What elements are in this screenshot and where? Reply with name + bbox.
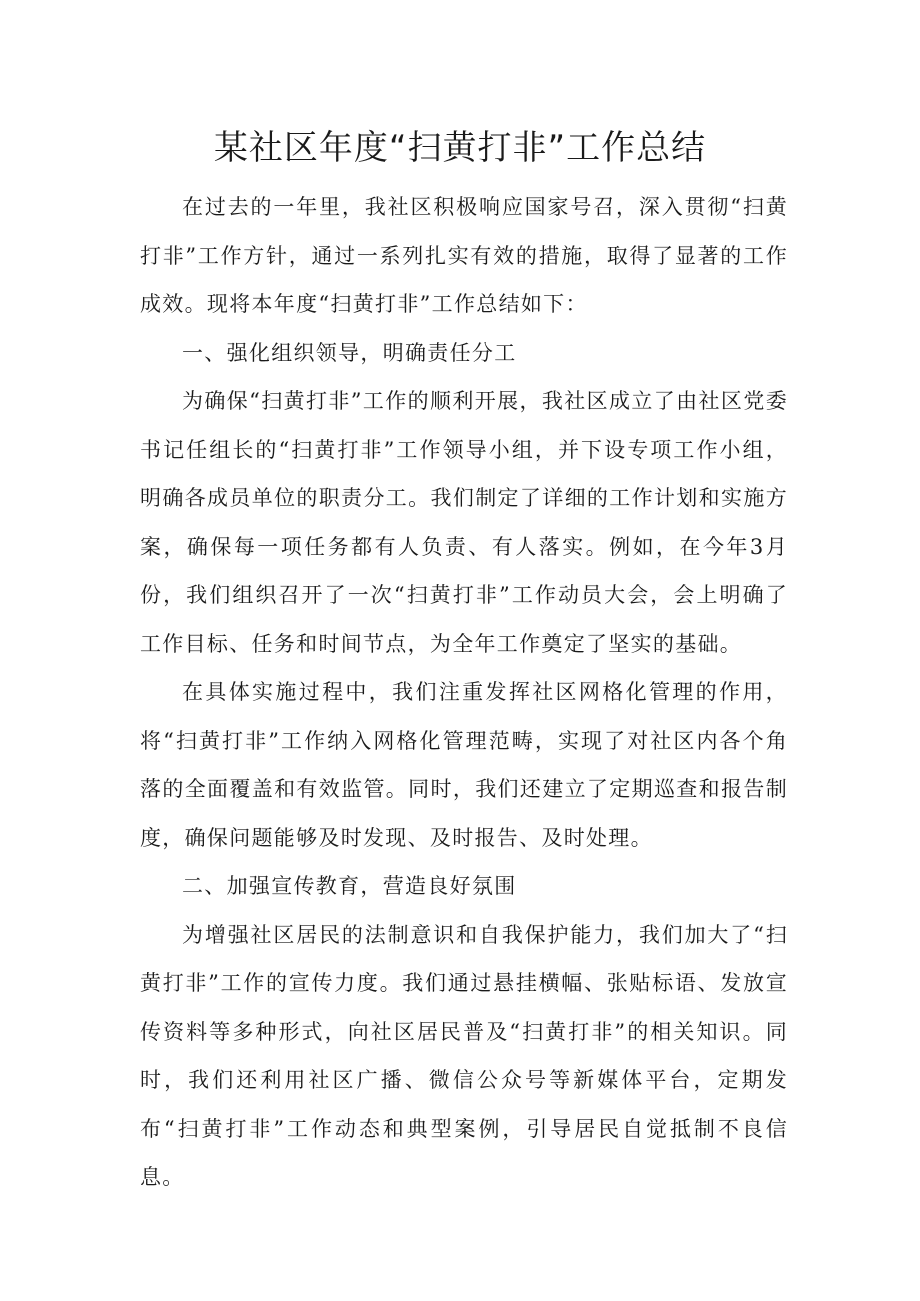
document-body bbox=[140, 183, 788, 1202]
document-title: 某社区年度“扫黄打非”工作总结 bbox=[213, 128, 707, 168]
section-2-paragraph-1: 为增强社区居民的法制意识和自我保护能力，我们加大了“扫黄打非”工作的宣传力度。我们通过悬挂横幅、张贴标语、发放宣传资料等多种形式，向社区居民普及“扫黄打非”的相关知识。同时，我们还利用社区广播、微信公众号等新媒体平台，定期发布“扫黄打非”工作动态和典型案例，引导居民自觉抵制不良信息。 bbox=[140, 922, 788, 1189]
section-1-heading: 一、强化组织领导，明确责任分工 bbox=[182, 340, 517, 365]
intro-paragraph: 在过去的一年里，我社区积极响应国家号召，深入贯彻“扫黄打非”工作方针，通过一系列扎实有效的措施，取得了显著的工作成效。现将本年度“扫黄打非”工作总结如下： bbox=[140, 195, 788, 316]
section-1-paragraph-2: 在具体实施过程中，我们注重发挥社区网格化管理的作用，将“扫黄打非”工作纳入网格化管理范畴，实现了对社区内各个角落的全面覆盖和有效监管。同时，我们还建立了定期巡查和报告制度，确保问题能够及时发现、及时报告、及时处理。 bbox=[140, 680, 788, 850]
section-2-heading: 二、加强宣传教育，营造良好氛围 bbox=[182, 874, 517, 898]
section-1-paragraph-1: 为确保“扫黄打非”工作的顺利开展，我社区成立了由社区党委书记任组长的“扫黄打非”工作领导小组，并下设专项工作小组，明确各成员单位的职责分工。我们制定了详细的工作计划和实施方案，确保每一项任务都有人负责、有人落实。例如，在今年3月份，我们组织召开了一次“扫黄打非”工作动员大会，会上明确了工作目标、任务和时间节点，为全年工作奠定了坚实的基础。 bbox=[140, 389, 788, 656]
